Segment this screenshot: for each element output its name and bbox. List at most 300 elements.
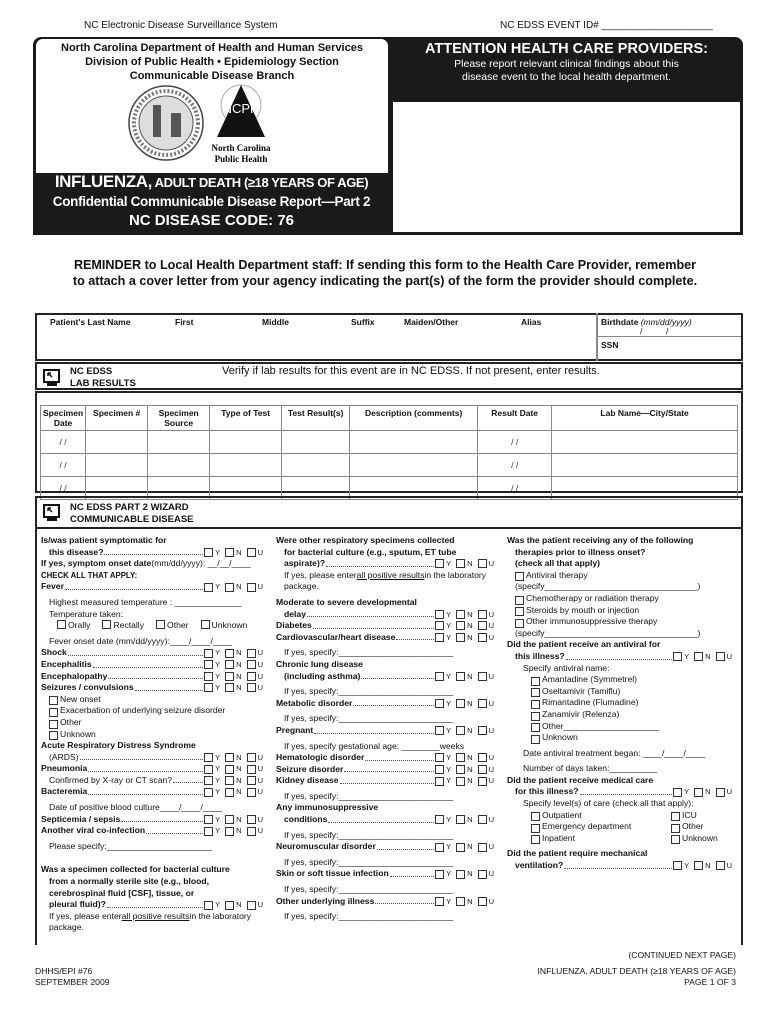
checkbox[interactable] [435,765,444,774]
checkbox[interactable] [478,765,487,774]
specimen-date-cell[interactable]: / / [41,477,86,500]
checkbox[interactable] [673,652,682,661]
checkbox[interactable] [201,620,210,629]
option-y[interactable] [435,620,451,632]
state-seal-logo [129,86,203,160]
option-n[interactable] [225,825,241,837]
option-u[interactable] [478,868,494,880]
yes-no-question[interactable] [507,651,732,663]
option-n[interactable] [456,841,472,853]
option-u[interactable] [247,763,263,775]
yes-no-question[interactable] [276,725,494,737]
label-bold: (check all that apply) [515,558,601,569]
checkbox[interactable] [49,696,58,705]
option-y[interactable] [204,659,220,671]
option-n[interactable] [456,896,472,908]
checkbox[interactable] [435,726,444,735]
option-u[interactable] [478,558,494,570]
checkbox[interactable] [225,815,234,824]
option-n[interactable] [456,725,472,737]
checkbox[interactable] [204,788,213,797]
checkbox-item[interactable] [507,593,732,605]
checkbox[interactable] [204,672,213,681]
checkbox[interactable] [531,824,540,833]
checkbox-item[interactable] [507,686,732,698]
provider-notes-box[interactable] [393,102,740,232]
option-y[interactable] [435,752,451,764]
checkbox[interactable] [694,652,703,661]
option-icu[interactable] [671,810,770,822]
checkbox[interactable] [456,726,465,735]
option-rectally[interactable] [102,620,144,632]
option-n[interactable] [456,814,472,826]
checkbox[interactable] [673,788,682,797]
option-y[interactable] [435,671,451,683]
checkbox[interactable] [225,901,234,910]
checkbox[interactable] [225,765,234,774]
option-u[interactable] [247,814,263,826]
option-u[interactable] [478,698,494,710]
conditions-column [276,535,494,923]
checkbox[interactable] [435,897,444,906]
option-y[interactable] [204,763,220,775]
option-y[interactable] [204,786,220,798]
option-y[interactable] [435,896,451,908]
option-y[interactable] [204,899,220,911]
option-unknown[interactable] [671,833,770,845]
yes-no-question[interactable] [41,671,263,683]
option-u[interactable] [478,841,494,853]
yes-no-question[interactable] [41,814,263,826]
option-u[interactable] [478,671,494,683]
option-u[interactable] [247,647,263,659]
checkbox[interactable] [247,815,256,824]
option-n[interactable] [694,651,710,663]
option-u[interactable] [716,786,732,798]
checkbox[interactable] [435,870,444,879]
checkbox[interactable] [671,835,680,844]
option-u[interactable] [478,764,494,776]
checkbox[interactable] [531,735,540,744]
table-cell[interactable] [86,454,148,477]
option-u[interactable] [478,725,494,737]
ynu-options [435,620,494,632]
option-label: U [488,632,494,642]
checkbox[interactable] [456,765,465,774]
checkbox[interactable] [456,610,465,619]
specimen-date-cell[interactable]: / / [41,454,86,477]
option-u[interactable] [478,609,494,621]
option-n[interactable] [456,752,472,764]
checkbox[interactable] [247,548,256,557]
option-y[interactable] [204,547,220,559]
checkbox[interactable] [435,699,444,708]
option-u[interactable] [247,659,263,671]
yes-no-question[interactable] [41,825,263,837]
checkbox[interactable] [247,753,256,762]
option-y[interactable] [204,581,220,593]
option-y[interactable] [435,764,451,776]
yes-no-question[interactable] [276,752,494,764]
option-n[interactable] [225,786,241,798]
checkbox[interactable] [694,861,703,870]
option-u[interactable] [247,752,263,764]
checkbox-item[interactable] [507,721,732,733]
table-cell[interactable] [86,431,148,454]
checkbox[interactable] [478,699,487,708]
checkbox[interactable] [225,776,234,785]
checkbox[interactable] [204,649,213,658]
option-emergency-department[interactable] [531,821,671,833]
checkbox[interactable] [478,633,487,642]
checkbox[interactable] [435,753,444,762]
checkbox[interactable] [515,572,524,581]
yes-no-question[interactable] [276,609,494,621]
checkbox[interactable] [456,870,465,879]
checkbox[interactable] [515,596,524,605]
option-n[interactable] [456,775,472,787]
option-y[interactable] [204,814,220,826]
table-cell[interactable] [210,431,282,454]
option-n[interactable] [225,647,241,659]
specimen-date-cell[interactable]: / / [41,431,86,454]
checkbox[interactable] [435,633,444,642]
option-n[interactable] [225,581,241,593]
checkbox[interactable] [478,726,487,735]
option-y[interactable] [204,671,220,683]
checkbox[interactable] [456,699,465,708]
option-u[interactable] [247,581,263,593]
checkbox[interactable] [478,610,487,619]
checkbox[interactable] [225,660,234,669]
checkbox[interactable] [456,753,465,762]
checkbox[interactable] [247,827,256,836]
checkbox-item[interactable] [507,709,732,721]
checkbox[interactable] [57,620,66,629]
option-n[interactable] [225,659,241,671]
option-u[interactable] [247,671,263,683]
checkbox[interactable] [531,688,540,697]
checkbox[interactable] [435,559,444,568]
result-date-cell[interactable]: / / [478,477,552,500]
option-n[interactable] [456,609,472,621]
option-label: Unknown [682,832,718,843]
checkbox[interactable] [456,777,465,786]
checkbox[interactable] [225,753,234,762]
yes-no-question[interactable] [41,659,263,671]
ynu-options [204,814,263,826]
checkbox[interactable] [716,788,725,797]
option-y[interactable] [435,558,451,570]
table-cell[interactable] [350,454,478,477]
option-y[interactable] [204,825,220,837]
yes-no-question[interactable] [507,786,732,798]
checkbox[interactable] [515,619,524,628]
checkbox-item[interactable] [41,705,263,717]
option-y[interactable] [435,609,451,621]
checkbox[interactable] [478,672,487,681]
checkbox[interactable] [531,723,540,732]
checkbox[interactable] [102,620,111,629]
option-n[interactable] [225,682,241,694]
yes-no-question[interactable] [41,763,263,775]
checkbox[interactable] [204,583,213,592]
option-other[interactable] [156,620,189,632]
checkbox[interactable] [204,765,213,774]
yes-no-question[interactable] [276,896,494,908]
option-y[interactable] [204,647,220,659]
checkbox[interactable] [225,683,234,692]
option-u[interactable] [478,632,494,644]
option-y[interactable] [204,752,220,764]
checkbox[interactable] [531,812,540,821]
yes-no-question[interactable] [41,775,263,787]
option-y[interactable] [204,775,220,787]
table-cell[interactable] [210,454,282,477]
checkbox[interactable] [49,731,58,740]
option-y[interactable] [435,814,451,826]
yes-no-question[interactable] [41,752,263,764]
option-n[interactable] [456,698,472,710]
option-u[interactable] [247,786,263,798]
checkbox[interactable] [478,897,487,906]
ynu-options [204,763,263,775]
checkbox[interactable] [515,607,524,616]
checkbox[interactable] [478,777,487,786]
checkbox[interactable] [435,777,444,786]
option-n[interactable] [456,671,472,683]
option-u[interactable] [247,775,263,787]
table-cell[interactable] [552,431,738,454]
checkbox[interactable] [49,720,58,729]
option-u[interactable] [716,651,732,663]
yes-no-question[interactable] [276,620,494,632]
table-cell[interactable] [350,431,478,454]
option-n[interactable] [225,671,241,683]
yes-no-question[interactable] [276,868,494,880]
checkbox[interactable] [456,633,465,642]
checkbox[interactable] [531,835,540,844]
checkbox[interactable] [204,548,213,557]
option-u[interactable] [247,825,263,837]
option-y[interactable] [673,786,689,798]
yes-no-question[interactable] [276,764,494,776]
label-text: (mm/dd/yyyy): __/__/____ [151,558,251,569]
option-n[interactable] [225,547,241,559]
checkbox[interactable] [435,815,444,824]
checkbox[interactable] [156,620,165,629]
checkbox[interactable] [247,672,256,681]
checkbox[interactable] [247,901,256,910]
ynu-options [204,899,263,911]
checkbox-item[interactable] [41,717,263,729]
checkbox[interactable] [478,559,487,568]
checkbox[interactable] [671,812,680,821]
checkbox[interactable] [247,776,256,785]
table-cell[interactable] [282,454,350,477]
option-orally[interactable] [57,620,90,632]
option-y[interactable] [204,682,220,694]
option-u[interactable] [478,752,494,764]
checkbox[interactable] [225,649,234,658]
yes-no-question[interactable] [276,558,494,570]
checkbox-item[interactable] [507,697,732,709]
option-n[interactable] [456,764,472,776]
checkbox[interactable] [456,897,465,906]
yes-no-question[interactable] [41,899,263,911]
checkbox[interactable] [456,672,465,681]
option-u[interactable] [247,899,263,911]
yes-no-question[interactable] [41,581,263,593]
option-n[interactable] [225,814,241,826]
option-u[interactable] [478,775,494,787]
result-date-cell[interactable]: / / [478,431,552,454]
checkbox[interactable] [247,788,256,797]
result-date-cell[interactable]: / / [478,454,552,477]
label-bold: Is/was patient symptomatic for [41,535,167,545]
yes-no-question[interactable] [41,647,263,659]
checkbox[interactable] [671,824,680,833]
option-u[interactable] [478,814,494,826]
table-cell[interactable] [148,454,210,477]
checkbox[interactable] [694,788,703,797]
event-id-field[interactable] [500,20,713,31]
checkbox-item[interactable] [41,694,263,706]
checkbox[interactable] [204,753,213,762]
checkbox-item[interactable] [507,605,732,617]
checkbox-item[interactable] [41,729,263,741]
yes-no-question[interactable] [41,547,263,559]
option-n[interactable] [694,860,710,872]
table-cell[interactable] [148,431,210,454]
checkbox[interactable] [247,583,256,592]
checkbox[interactable] [435,843,444,852]
checkbox[interactable] [478,843,487,852]
yes-no-question[interactable] [507,860,732,872]
checkbox[interactable] [247,683,256,692]
checkbox[interactable] [247,765,256,774]
option-n[interactable] [225,752,241,764]
checkbox[interactable] [204,683,213,692]
option-inpatient[interactable] [531,833,671,845]
option-y[interactable] [435,725,451,737]
yes-no-question[interactable] [276,841,494,853]
checkbox[interactable] [478,753,487,762]
option-n[interactable] [225,899,241,911]
checkbox[interactable] [716,652,725,661]
checkbox[interactable] [478,621,487,630]
option-u[interactable] [716,860,732,872]
yes-no-question[interactable] [276,632,494,644]
checkbox[interactable] [247,649,256,658]
option-y[interactable] [435,841,451,853]
checkbox[interactable] [435,621,444,630]
checkbox[interactable] [673,861,682,870]
checkbox[interactable] [225,788,234,797]
checkbox[interactable] [204,776,213,785]
checkbox-item[interactable] [507,674,732,686]
label-bold: Pneumonia [41,763,88,774]
checkbox[interactable] [478,870,487,879]
checkbox[interactable] [435,672,444,681]
yes-no-question[interactable] [41,682,263,694]
checkbox[interactable] [456,621,465,630]
option-y[interactable] [673,651,689,663]
yes-no-question[interactable] [41,786,263,798]
option-y[interactable] [435,632,451,644]
option-u[interactable] [478,620,494,632]
yes-no-question[interactable] [276,698,494,710]
option-n[interactable] [456,620,472,632]
checkbox[interactable] [225,672,234,681]
checkbox-item[interactable] [507,570,732,582]
checkbox[interactable] [204,827,213,836]
label-text: Rimantadine (Flumadine) [542,697,639,708]
option-y[interactable] [435,868,451,880]
option-outpatient[interactable] [531,810,671,822]
form-text [276,741,494,753]
checkbox[interactable] [456,559,465,568]
checkbox[interactable] [204,660,213,669]
option-u[interactable] [247,547,263,559]
table-cell[interactable] [552,454,738,477]
checkbox-item[interactable] [507,732,732,744]
checkbox[interactable] [716,861,725,870]
checkbox[interactable] [49,708,58,717]
checkbox[interactable] [456,815,465,824]
checkbox[interactable] [204,815,213,824]
option-n[interactable] [456,632,472,644]
option-u[interactable] [478,896,494,908]
option-n[interactable] [225,763,241,775]
checkbox[interactable] [225,548,234,557]
option-u[interactable] [247,682,263,694]
option-other[interactable] [671,821,770,833]
checkbox[interactable] [225,827,234,836]
option-y[interactable] [435,775,451,787]
table-cell[interactable] [282,431,350,454]
option-n[interactable] [225,775,241,787]
option-n[interactable] [456,868,472,880]
option-label: U [488,753,494,763]
yes-no-question[interactable] [276,814,494,826]
checkbox[interactable] [456,843,465,852]
birthdate-field[interactable]: / / [640,326,669,336]
dept-line: Communicable Disease Branch [129,70,295,82]
option-n[interactable] [694,786,710,798]
option-unknown[interactable] [201,620,248,632]
form-text [507,848,732,860]
checkbox[interactable] [531,712,540,721]
checkbox[interactable] [247,660,256,669]
label-bold: this disease? [49,546,104,557]
option-y[interactable] [673,860,689,872]
checkbox[interactable] [204,901,213,910]
checkbox[interactable] [531,700,540,709]
yes-no-question[interactable] [276,671,494,683]
option-n[interactable] [456,558,472,570]
checkbox[interactable] [478,815,487,824]
checkbox[interactable] [435,610,444,619]
option-y[interactable] [435,698,451,710]
form-date: SEPTEMBER 2009 [35,977,110,987]
yes-no-question[interactable] [276,775,494,787]
label-bold: Septicemia / sepsis [41,813,121,824]
checkbox[interactable] [531,677,540,686]
label-text: If yes, please enter [49,910,122,921]
checkbox-item[interactable] [507,616,732,628]
checkbox[interactable] [225,583,234,592]
